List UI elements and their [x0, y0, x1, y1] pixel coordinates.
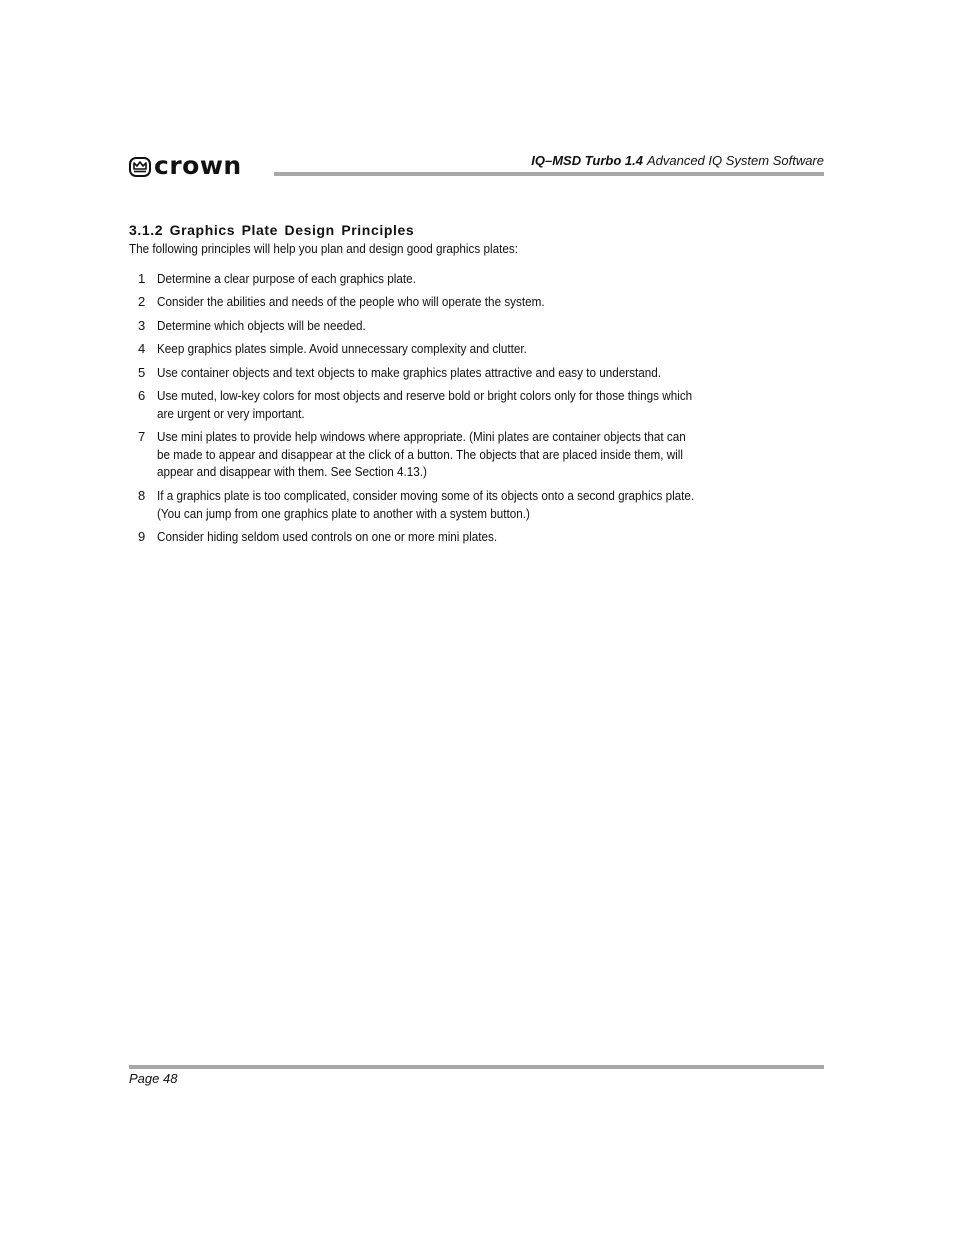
item-text: Use mini plates to provide help windows where appropriate. (Mini plates are container objects that can be made to appear and disappear at the click of a button. The objects that are placed inside them, will appear and disappear with them. See Section 4.13.) — [157, 429, 686, 480]
item-text: Use container objects and text objects to make graphics plates attractive and easy to understand. — [157, 364, 662, 380]
list-item — [138, 428, 758, 481]
item-number: 6 — [138, 387, 146, 403]
brand-wordmark: crown — [154, 151, 242, 180]
section-heading: 3.1.2 Graphics Plate Design Principles — [129, 222, 415, 238]
item-text: Use muted, low-key colors for most objects and reserve bold or bright colors only for those things which are urgent or very important. — [157, 387, 693, 421]
item-number: 7 — [138, 429, 146, 445]
header-rule — [274, 172, 824, 176]
document-title — [531, 153, 824, 168]
list-item — [138, 528, 758, 546]
product-subtitle: Advanced IQ System Software — [646, 153, 824, 168]
page-header — [129, 150, 824, 180]
item-number: 3 — [138, 317, 146, 333]
list-item — [138, 340, 758, 358]
list-item — [138, 293, 758, 311]
section-intro: The following principles will help you plan and design good graphics plates: — [129, 241, 518, 256]
item-text: Consider the abilities and needs of the people who will operate the system. — [157, 294, 545, 310]
crown-logo — [129, 151, 242, 180]
item-text: If a graphics plate is too complicated, consider moving some of its objects onto a second graphics plate. (You can jump from one graphics plate to another with a system button.) — [157, 487, 695, 521]
page-number: Page 48 — [129, 1071, 178, 1086]
item-number: 4 — [138, 341, 146, 357]
principles-list — [138, 270, 758, 546]
item-text: Keep graphics plates simple. Avoid unnecessary complexity and clutter. — [157, 341, 527, 357]
item-number: 9 — [138, 529, 146, 545]
footer-rule — [129, 1065, 824, 1069]
item-text: Consider hiding seldom used controls on one or more mini plates. — [157, 529, 498, 545]
item-number: 5 — [138, 364, 146, 380]
item-text: Determine which objects will be needed. — [157, 317, 366, 333]
list-item — [138, 487, 758, 522]
list-item — [138, 387, 758, 422]
list-item — [138, 270, 758, 288]
item-number: 8 — [138, 487, 146, 503]
list-item — [138, 317, 758, 335]
crown-emblem-icon — [129, 157, 151, 177]
item-number: 1 — [138, 271, 146, 286]
list-item — [138, 364, 758, 382]
item-number: 2 — [138, 294, 146, 310]
item-text: Determine a clear purpose of each graphics plate. — [157, 271, 416, 286]
product-name: IQ–MSD Turbo 1.4 — [531, 153, 643, 168]
